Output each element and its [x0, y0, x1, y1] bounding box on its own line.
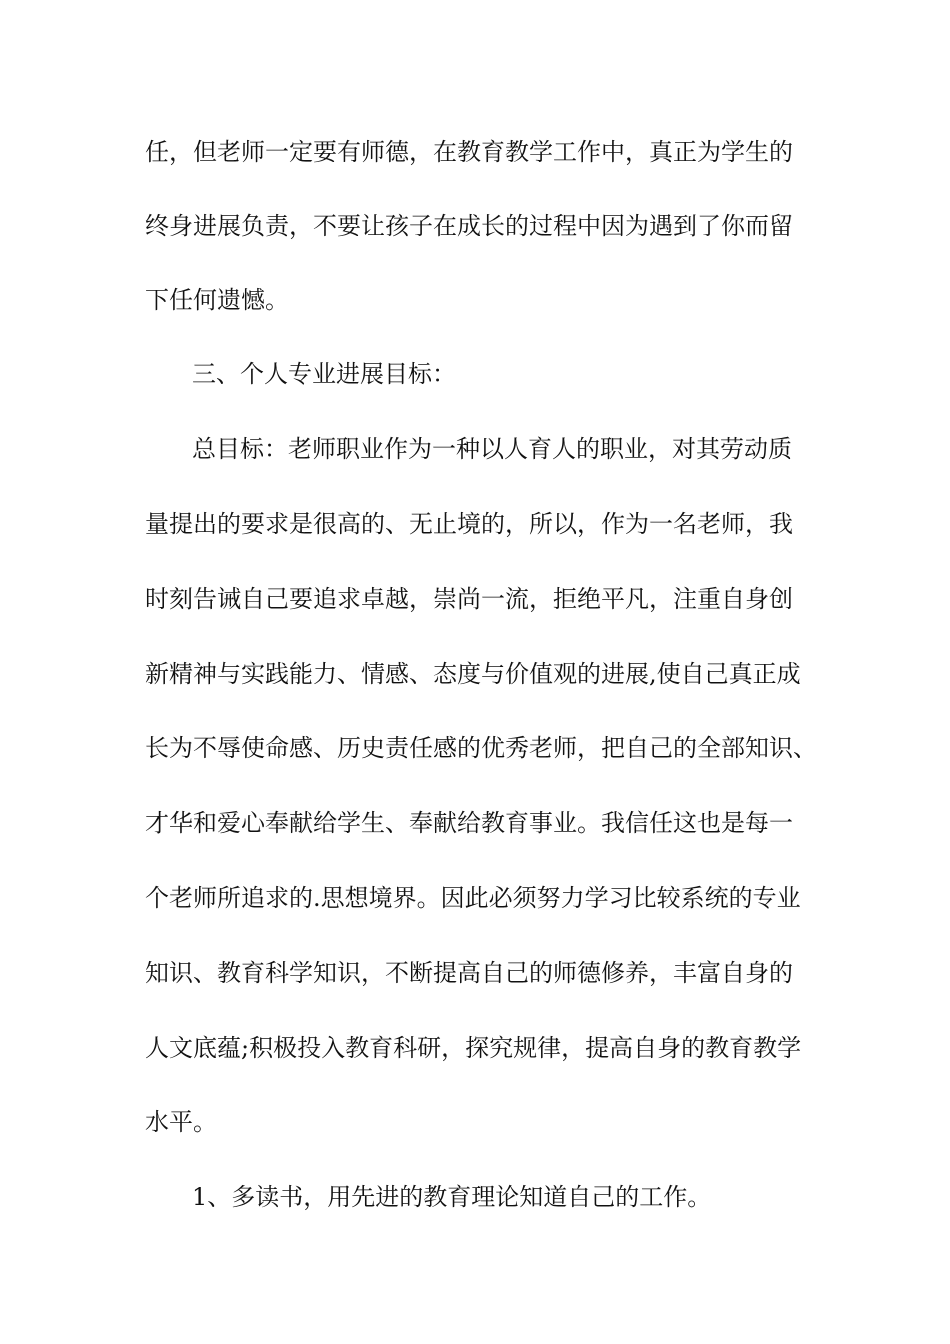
paragraph-line: 才华和爱心奉献给学生、奉献给教育事业。我信任这也是每一 — [145, 809, 793, 837]
paragraph-line: 任，但老师一定要有师德，在教育教学工作中，真正为学生的 — [145, 138, 793, 166]
paragraph-line: 新精神与实践能力、情感、态度与价值观的进展,使自己真正成 — [145, 660, 801, 688]
paragraph-line: 总目标：老师职业作为一种以人育人的职业，对其劳动质 — [192, 435, 792, 463]
paragraph-line: 时刻告诫自己要追求卓越，崇尚一流，拒绝平凡，注重自身创 — [145, 585, 793, 613]
paragraph-line: 个老师所追求的.思想境界。因此必须努力学习比较系统的专业 — [145, 884, 801, 912]
paragraph-line: 终身进展负责，不要让孩子在成长的过程中因为遇到了你而留 — [145, 212, 793, 240]
paragraph-line: 知识、教育科学知识，不断提高自己的师德修养，丰富自身的 — [145, 959, 793, 987]
paragraph-line: 下任何遗憾。 — [145, 286, 289, 314]
paragraph-line: 长为不辱使命感、历史责任感的优秀老师，把自己的全部知识、 — [145, 734, 817, 762]
paragraph-line: 量提出的要求是很高的、无止境的，所以，作为一名老师，我 — [145, 510, 793, 538]
section-heading: 三、个人专业进展目标： — [192, 360, 456, 388]
paragraph-line: 人文底蕴;积极投入教育科研，探究规律，提高自身的教育教学 — [145, 1034, 802, 1062]
list-item: 1、多读书，用先进的教育理论知道自己的工作。 — [192, 1183, 712, 1211]
paragraph-line: 水平。 — [145, 1108, 217, 1136]
